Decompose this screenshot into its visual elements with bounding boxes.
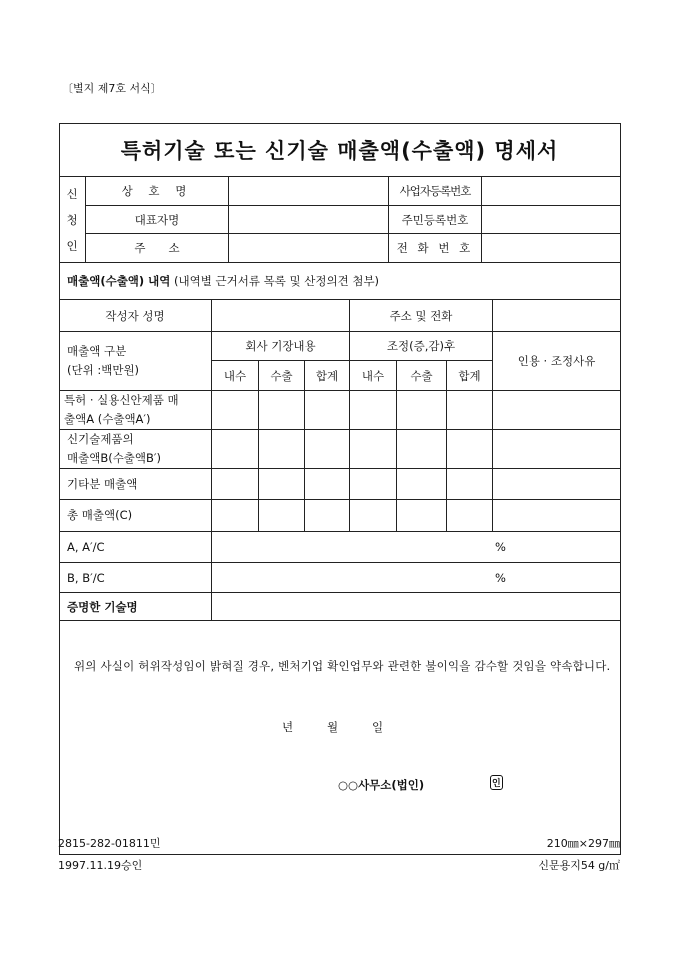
ratio-a-field[interactable]: % [212, 532, 621, 563]
amount-cell[interactable] [212, 500, 259, 532]
label-char: 청 [66, 212, 78, 227]
representative-label: 대표자명 [86, 206, 229, 234]
signer-name: ○○사무소(법인) [338, 778, 425, 792]
business-reg-label: 사업자등록번호 [389, 177, 482, 206]
tech-name-label: 증명한 기술명 [59, 593, 212, 621]
date-month: 월 [327, 720, 339, 734]
amount-cell[interactable] [350, 500, 397, 532]
amount-cell[interactable] [305, 469, 350, 500]
amount-cell[interactable] [350, 391, 397, 430]
address-label: 주 소 [86, 234, 229, 263]
section-header [59, 263, 621, 300]
date-day: 일 [372, 720, 384, 734]
resident-reg-label: 주민등록번호 [389, 206, 482, 234]
sub-col-header: 합계 [305, 361, 350, 391]
tech-name-field[interactable] [212, 593, 621, 621]
amount-cell[interactable] [259, 500, 305, 532]
row-label [59, 391, 212, 430]
row-label-line: 매출액B(수출액B′) [67, 451, 162, 465]
label-char: 신 [66, 186, 78, 201]
row-label [59, 469, 212, 500]
amount-cell[interactable] [350, 430, 397, 469]
form-label: 〔별지 제7호 서식〕 [62, 82, 162, 95]
sub-col-header: 내수 [212, 361, 259, 391]
amount-cell[interactable] [397, 500, 447, 532]
company-name-field[interactable] [229, 177, 389, 206]
category-label: 매출액 구분 [67, 344, 127, 358]
writer-address-label: 주소 및 전화 [350, 300, 493, 332]
amount-cell[interactable] [259, 391, 305, 430]
page-title: 특허기술 또는 신기술 매출액(수출액) 명세서 [59, 123, 621, 177]
phone-label: 전 화 번 호 [389, 234, 482, 263]
amount-cell[interactable] [397, 391, 447, 430]
sub-col-header: 합계 [447, 361, 493, 391]
row-label [59, 430, 212, 469]
business-reg-field[interactable] [482, 177, 621, 206]
amount-cell[interactable] [212, 430, 259, 469]
amount-cell[interactable] [212, 469, 259, 500]
address-field[interactable] [229, 234, 389, 263]
amount-cell[interactable] [447, 469, 493, 500]
row-label-line: 특허 · 실용신안제품 매 [64, 393, 179, 407]
amount-cell[interactable] [259, 469, 305, 500]
amount-cell[interactable] [212, 391, 259, 430]
row-label-line: 출액A (수출액A′) [64, 412, 151, 426]
form-code: 2815-282-01811민 [58, 837, 161, 850]
phone-field[interactable] [482, 234, 621, 263]
company-record-header: 회사 기장내용 [212, 332, 350, 361]
amount-cell[interactable] [305, 430, 350, 469]
amount-cell[interactable] [447, 500, 493, 532]
unit-label: (단위 :백만원) [67, 363, 140, 377]
ratio-b-field[interactable]: % [212, 563, 621, 593]
amount-cell[interactable] [397, 430, 447, 469]
applicant-group-label [59, 177, 86, 263]
resident-reg-field[interactable] [482, 206, 621, 234]
amount-cell[interactable] [447, 430, 493, 469]
section-title: 매출액(수출액) 내역 [67, 274, 171, 288]
writer-field[interactable] [212, 300, 350, 332]
sub-col-header: 수출 [397, 361, 447, 391]
row-label-line: 신기술제품의 [67, 432, 134, 446]
label-char: 인 [66, 238, 78, 253]
representative-field[interactable] [229, 206, 389, 234]
amount-cell[interactable] [493, 391, 621, 430]
amount-cell[interactable] [259, 430, 305, 469]
row-label-line: 총 매출액(C) [67, 508, 133, 522]
amount-cell[interactable] [447, 391, 493, 430]
amount-cell[interactable] [397, 469, 447, 500]
amount-cell[interactable] [305, 500, 350, 532]
seal-mark: 인 [490, 775, 503, 790]
date-year: 년 [282, 720, 294, 734]
reason-header: 인용 · 조정사유 [493, 332, 621, 391]
amount-cell[interactable] [350, 469, 397, 500]
pledge-text: 위의 사실이 허위작성임이 밝혀질 경우, 벤처기업 확인업무와 관련한 불이익을 감수할 것임을 약속합니다. [74, 659, 611, 673]
ratio-b-label: B, B′/C [59, 563, 212, 593]
category-header [59, 332, 212, 391]
adjusted-header: 조정(증,감)후 [350, 332, 493, 361]
approval-date: 1997.11.19승인 [58, 859, 143, 872]
sub-col-header: 수출 [259, 361, 305, 391]
company-name-label: 상 호 명 [86, 177, 229, 206]
section-note: (내역별 근거서류 목록 및 산정의견 첨부) [174, 274, 380, 288]
paper-size: 210㎜×297㎜ [546, 837, 620, 850]
writer-label: 작성자 성명 [59, 300, 212, 332]
amount-cell[interactable] [305, 391, 350, 430]
writer-address-field[interactable] [493, 300, 621, 332]
sub-col-header: 내수 [350, 361, 397, 391]
amount-cell[interactable] [493, 430, 621, 469]
row-label-line: 기타분 매출액 [67, 476, 138, 491]
amount-cell[interactable] [493, 500, 621, 532]
paper-type: 신문용지54 g/㎡ [538, 859, 620, 872]
ratio-a-label: A, A′/C [59, 532, 212, 563]
amount-cell[interactable] [493, 469, 621, 500]
row-label [59, 500, 212, 532]
